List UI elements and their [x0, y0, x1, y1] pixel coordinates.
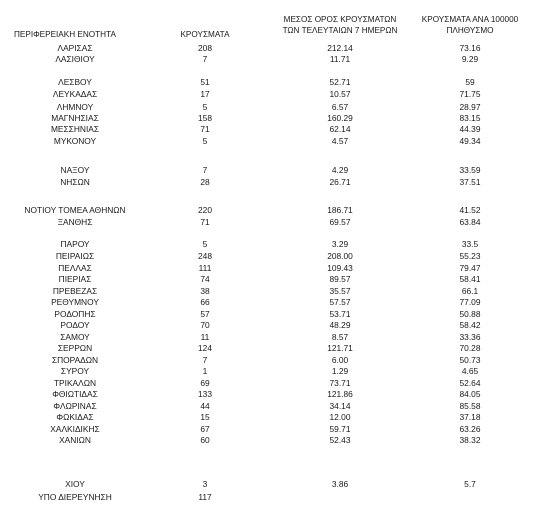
- table-row: [0, 389, 544, 400]
- region-cell: ΛΑΣΙΘΙΟΥ: [55, 54, 95, 64]
- region-cell: ΜΕΣΣΗΝΙΑΣ: [50, 124, 100, 134]
- cases-cell: 67: [200, 424, 210, 434]
- cases-cell: 17: [200, 89, 210, 99]
- avg7-cell: 26.71: [329, 177, 351, 187]
- cases-cell: 71: [200, 124, 210, 134]
- avg7-cell: 1.29: [331, 366, 349, 376]
- table-row: [0, 435, 544, 446]
- avg7-cell: 62.14: [329, 124, 351, 134]
- table-row: [0, 89, 544, 100]
- cases-cell: 124: [198, 343, 212, 353]
- per100k-cell: 44.39: [459, 124, 481, 134]
- per100k-cell: 5.7: [464, 479, 476, 489]
- per100k-cell: 73.16: [459, 43, 481, 53]
- region-cell: ΡΟΔΟΠΗΣ: [54, 309, 96, 319]
- cases-cell: 5: [202, 136, 208, 146]
- per100k-cell: 83.15: [459, 113, 481, 123]
- avg7-cell: 6.57: [331, 102, 349, 112]
- table-row: [0, 492, 544, 503]
- region-cell: ΠΡΕΒΕΖΑΣ: [52, 286, 98, 296]
- table-row: [0, 366, 544, 377]
- region-cell: ΠΑΡΟΥ: [60, 239, 90, 249]
- table-row: [0, 177, 544, 188]
- cases-cell: 5: [202, 102, 208, 112]
- per100k-cell: 85.58: [459, 401, 481, 411]
- avg7-cell: 4.57: [331, 136, 349, 146]
- region-cell: ΛΑΡΙΣΑΣ: [57, 43, 93, 53]
- cases-cell: 7: [202, 355, 208, 365]
- cases-cell: 74: [200, 274, 210, 284]
- region-cell: ΜΥΚΟΝΟΥ: [53, 136, 97, 146]
- region-cell: ΡΟΔΟΥ: [60, 320, 90, 330]
- avg7-cell: 52.43: [329, 435, 351, 445]
- region-cell: ΧΑΛΚΙΔΙΚΗΣ: [50, 424, 100, 434]
- region-cell: ΤΡΙΚΑΛΩΝ: [53, 378, 97, 388]
- table-row: [0, 263, 544, 274]
- cases-cell: 7: [202, 54, 208, 64]
- region-cell: ΜΑΓΝΗΣΙΑΣ: [51, 113, 99, 123]
- header-avg7-line1: ΜΕΣΟΣ ΟΡΟΣ ΚΡΟΥΣΜΑΤΩΝ: [283, 15, 397, 24]
- table-row: [0, 355, 544, 366]
- region-cell: ΝΟΤΙΟΥ ΤΟΜΕΑ ΑΘΗΝΩΝ: [24, 205, 126, 215]
- per100k-cell: 71.75: [459, 89, 481, 99]
- region-cell: ΛΗΜΝΟΥ: [56, 102, 94, 112]
- avg7-cell: 121.86: [327, 389, 353, 399]
- cases-cell: 7: [202, 165, 208, 175]
- table-row: [0, 102, 544, 113]
- region-cell: ΡΕΘΥΜΝΟΥ: [51, 297, 99, 307]
- per100k-cell: 58.42: [459, 320, 481, 330]
- region-cell: ΝΑΞΟΥ: [60, 165, 90, 175]
- region-cell: ΣΕΡΡΩΝ: [57, 343, 93, 353]
- header-per100k-line1: ΚΡΟΥΣΜΑΤΑ ΑΝΑ 100000: [421, 15, 519, 24]
- per100k-cell: 77.09: [459, 297, 481, 307]
- avg7-cell: 52.71: [329, 77, 351, 87]
- cases-cell: 3: [202, 479, 208, 489]
- per100k-cell: 58.41: [459, 274, 481, 284]
- region-cell: ΛΕΥΚΑΔΑΣ: [52, 89, 98, 99]
- table-row: [0, 136, 544, 147]
- avg7-cell: 212.14: [327, 43, 353, 53]
- avg7-cell: 208.00: [327, 251, 353, 261]
- cases-cell: 38: [200, 286, 210, 296]
- per100k-cell: 50.73: [459, 355, 481, 365]
- avg7-cell: 53.71: [329, 309, 351, 319]
- region-cell: ΠΙΕΡΙΑΣ: [58, 274, 92, 284]
- cases-cell: 220: [198, 205, 212, 215]
- avg7-cell: 59.71: [329, 424, 351, 434]
- region-cell: ΥΠΟ ΔΙΕΡΕΥΝΗΣΗ: [38, 492, 112, 502]
- table-row: [0, 274, 544, 285]
- table-row: [0, 77, 544, 88]
- avg7-cell: 48.29: [329, 320, 351, 330]
- avg7-cell: 186.71: [327, 205, 353, 215]
- avg7-cell: 8.57: [331, 332, 349, 342]
- table-row: [0, 217, 544, 228]
- avg7-cell: 11.71: [329, 54, 351, 64]
- header-cases: ΚΡΟΥΣΜΑΤΑ: [180, 30, 230, 39]
- region-cell: ΧΙΟΥ: [65, 479, 85, 489]
- cases-cell: 51: [200, 77, 210, 87]
- avg7-cell: 121.71: [327, 343, 353, 353]
- avg7-cell: 35.57: [329, 286, 351, 296]
- per100k-cell: 52.64: [459, 378, 481, 388]
- per100k-cell: 79.47: [459, 263, 481, 273]
- table-row: [0, 205, 544, 216]
- cases-cell: 11: [200, 332, 210, 342]
- per100k-cell: 70.28: [459, 343, 481, 353]
- region-cell: ΦΛΩΡΙΝΑΣ: [53, 401, 97, 411]
- table-row: [0, 378, 544, 389]
- cases-cell: 28: [200, 177, 210, 187]
- table-row: [0, 239, 544, 250]
- per100k-cell: 4.65: [461, 366, 479, 376]
- region-cell: ΧΑΝΙΩΝ: [59, 435, 91, 445]
- per100k-cell: 63.26: [459, 424, 481, 434]
- avg7-cell: 4.29: [331, 165, 349, 175]
- region-cell: ΝΗΣΩΝ: [60, 177, 90, 187]
- table-row: [0, 43, 544, 54]
- avg7-cell: 89.57: [329, 274, 351, 284]
- cases-cell: 5: [202, 239, 208, 249]
- cases-cell: 15: [200, 412, 210, 422]
- cases-cell: 248: [198, 251, 212, 261]
- table-row: [0, 479, 544, 490]
- per100k-cell: 63.84: [459, 217, 481, 227]
- avg7-cell: 6.00: [331, 355, 349, 365]
- region-cell: ΣΑΜΟΥ: [60, 332, 90, 342]
- table-row: [0, 332, 544, 343]
- region-cell: ΛΕΣΒΟΥ: [58, 77, 92, 87]
- per100k-cell: 33.5: [461, 239, 479, 249]
- per100k-cell: 37.51: [459, 177, 481, 187]
- avg7-cell: 109.43: [327, 263, 353, 273]
- avg7-cell: 69.57: [329, 217, 351, 227]
- table-row: [0, 320, 544, 331]
- cases-cell: 57: [200, 309, 210, 319]
- table-row: [0, 54, 544, 65]
- per100k-cell: 38.32: [459, 435, 481, 445]
- avg7-cell: 10.57: [329, 89, 351, 99]
- table-row: [0, 165, 544, 176]
- cases-cell: 71: [200, 217, 210, 227]
- cases-cell: 44: [200, 401, 210, 411]
- cases-cell: 1: [202, 366, 208, 376]
- per100k-cell: 49.34: [459, 136, 481, 146]
- avg7-cell: 12.00: [329, 412, 351, 422]
- table-row: [0, 124, 544, 135]
- per100k-cell: 9.29: [461, 54, 479, 64]
- avg7-cell: 34.14: [329, 401, 351, 411]
- avg7-cell: 3.29: [331, 239, 349, 249]
- per100k-cell: 84.05: [459, 389, 481, 399]
- region-cell: ΦΘΙΩΤΙΔΑΣ: [52, 389, 98, 399]
- cases-cell: 60: [200, 435, 210, 445]
- per100k-cell: 59: [465, 77, 475, 87]
- per100k-cell: 33.36: [459, 332, 481, 342]
- region-cell: ΞΑΝΘΗΣ: [57, 217, 93, 227]
- header-per100k-line2: ΠΛΗΘΥΣΜΟ: [446, 26, 494, 35]
- per100k-cell: 50.88: [459, 309, 481, 319]
- cases-cell: 158: [198, 113, 212, 123]
- per100k-cell: 66.1: [461, 286, 479, 296]
- avg7-cell: 3.86: [331, 479, 349, 489]
- region-cell: ΦΩΚΙΔΑΣ: [56, 412, 94, 422]
- region-cell: ΣΥΡΟΥ: [60, 366, 90, 376]
- per100k-cell: 55.23: [459, 251, 481, 261]
- per100k-cell: 41.52: [459, 205, 481, 215]
- cases-cell: 66: [200, 297, 210, 307]
- table-row: [0, 113, 544, 124]
- cases-cell: 133: [198, 389, 212, 399]
- table-row: [0, 297, 544, 308]
- per100k-cell: 37.18: [459, 412, 481, 422]
- cases-cell: 69: [200, 378, 210, 388]
- region-cell: ΠΕΙΡΑΙΩΣ: [55, 251, 95, 261]
- table-row: [0, 343, 544, 354]
- table-row: [0, 251, 544, 262]
- cases-cell: 111: [198, 263, 212, 273]
- per100k-cell: 33.59: [459, 165, 481, 175]
- cases-cell: 117: [198, 492, 212, 502]
- table-row: [0, 412, 544, 423]
- region-cell: ΣΠΟΡΑΔΩΝ: [51, 355, 99, 365]
- per100k-cell: 28.97: [459, 102, 481, 112]
- header-region: ΠΕΡΙΦΕΡΕΙΑΚΗ ΕΝΟΤΗΤΑ: [14, 30, 116, 39]
- header-avg7-line2: ΤΩΝ ΤΕΛΕΥΤΑΙΩΝ 7 ΗΜΕΡΩΝ: [282, 26, 398, 35]
- table-row: [0, 286, 544, 297]
- cases-cell: 70: [200, 320, 210, 330]
- table-row: [0, 401, 544, 412]
- avg7-cell: 57.57: [329, 297, 351, 307]
- avg7-cell: 73.71: [329, 378, 351, 388]
- table-row: [0, 424, 544, 435]
- avg7-cell: 160.29: [327, 113, 353, 123]
- table-row: [0, 309, 544, 320]
- region-cell: ΠΕΛΛΑΣ: [58, 263, 92, 273]
- cases-cell: 208: [198, 43, 212, 53]
